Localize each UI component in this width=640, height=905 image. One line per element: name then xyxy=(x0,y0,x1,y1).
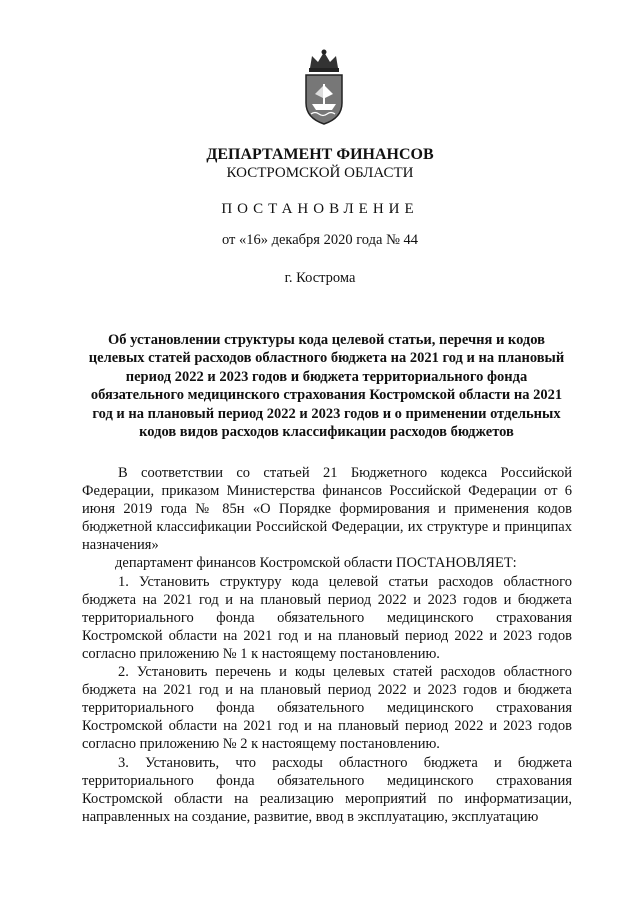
item-1-paragraph: 1. Установить структуру кода целевой статьи расходов областного бюджета на 2021 год и на плановый период 2022 и 2023 годов и бюджета территориального фонда обязательного медицинского страхования Костромской области на 2021 год и на плановый период 2022 и 2023 годов согласно приложению № 1 к настоящему постановлению. xyxy=(82,573,572,662)
document-type: ПОСТАНОВЛЕНИЕ xyxy=(221,201,419,217)
preamble-paragraph: В соответствии со статьей 21 Бюджетного кодекса Российской Федерации, приказом Министерства финансов Российской Федерации от 6 июня 2019 года № 85н «О Порядке формирования и применения кодов бюджетной классификации Российской Федерации, их структуре и принципах назначения» xyxy=(82,465,572,554)
document-body xyxy=(82,464,572,826)
kostroma-coat-of-arms-icon xyxy=(297,48,351,126)
document-title: Об установлении структуры кода целевой статьи, перечня и кодов целевых статей расходов областного бюджета на 2021 год и на плановый период 2022 и 2023 годов и бюджета территориального фонда обязательного медицинского страхования Костромской области на 2021 год и на плановый период 2022 и 2023 годов и о применении отдельных кодов видов расходов классификации расходов бюджетов xyxy=(88,332,565,441)
item-3-paragraph: 3. Установить, что расходы областного бюджета и бюджета территориального фонда обязательного медицинского страхования Костромской области на реализацию мероприятий по информатизации, направленных на создание, развитие, ввод в эксплуатацию, эксплуатацию xyxy=(82,754,572,825)
document-date-number: от «16» декабря 2020 года № 44 xyxy=(221,232,419,248)
org-name-line2: КОСТРОМСКОЙ ОБЛАСТИ xyxy=(226,165,414,181)
item-2-paragraph: 2. Установить перечень и коды целевых статей расходов областного бюджета на 2021 год и на плановый период 2022 и 2023 годов и бюджета территориального фонда обязательного медицинского страхования Костромской области на 2021 год и на плановый период 2022 и 2023 годов согласно приложению № 2 к настоящему постановлению. xyxy=(82,664,572,753)
resolution-paragraph: департамент финансов Костромской области ПОСТАНОВЛЯЕТ: xyxy=(115,555,517,572)
org-name-line1: ДЕПАРТАМЕНТ ФИНАНСОВ xyxy=(206,146,434,163)
document-city: г. Кострома xyxy=(284,270,356,286)
